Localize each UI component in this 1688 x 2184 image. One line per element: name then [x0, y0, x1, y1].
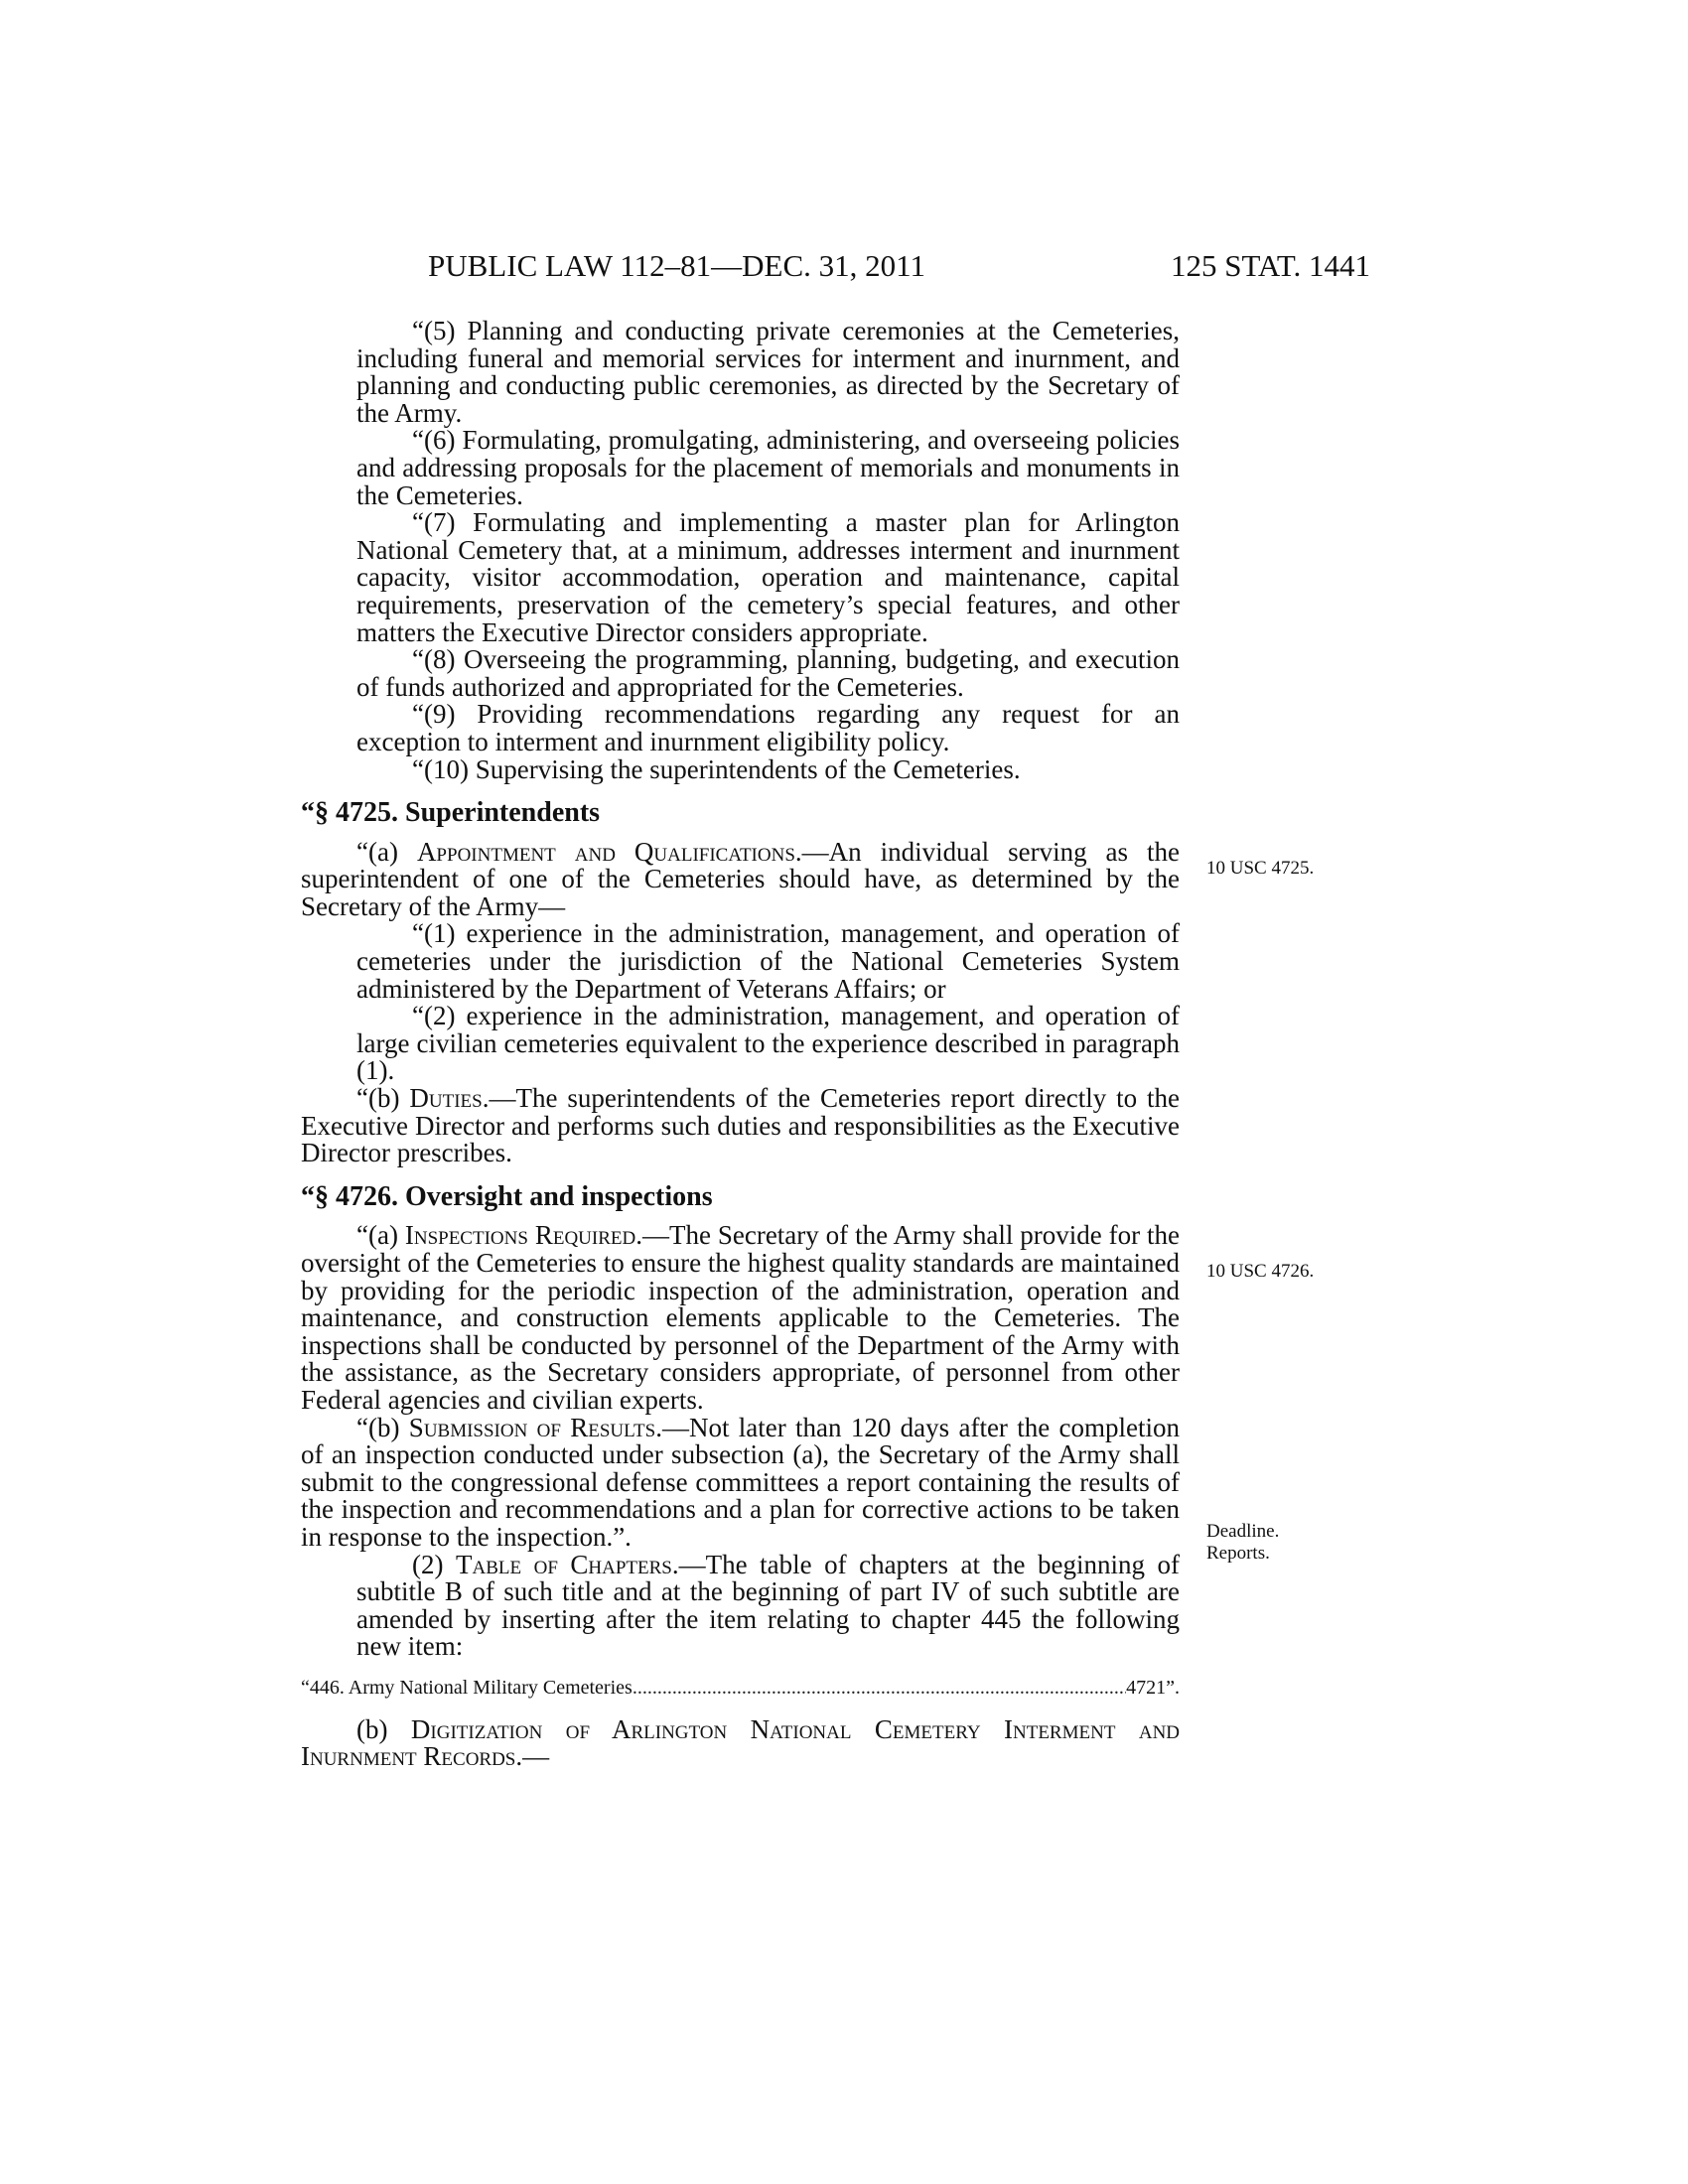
- margin-note-deadline: Deadline.: [1206, 1521, 1280, 1542]
- paragraph-5: “(5) Planning and conducting private ceremonies at the Cemeteries, including funeral and memorial services for interment and inurnment, and planning and conducting public ceremonies, as directed by the Secretary of the Army.: [356, 316, 1180, 428]
- toc-leader-dots: [633, 1675, 1126, 1703]
- document-body: [301, 318, 1180, 1771]
- subsection-b-digitization: (b) Digitization of Arlington National Cemetery Interment and Inurnment Records.—: [301, 1713, 1181, 1772]
- section-4726-subsection-a: “(a) Inspections Required.—The Secretary of the Army shall provide for the oversight of the Cemeteries to ensure the highest quality standards are maintained by providing for the periodic inspection of the administration, operation and maintenance, and construction elements applicable to the Cemeteries. The inspections shall be conducted by personnel of the Department of the Army with the assistance, as the Secretary considers appropriate, of personnel from other Federal agencies and civilian experts.: [301, 1220, 1180, 1415]
- toc-item-page: 4721”.: [1126, 1676, 1180, 1699]
- margin-note-reports: Reports.: [1206, 1543, 1270, 1564]
- running-title: PUBLIC LAW 112–81—DEC. 31, 2011: [428, 248, 925, 283]
- table-of-chapters-item: [301, 1675, 1180, 1703]
- margin-note-usc-4726: 10 USC 4726.: [1206, 1261, 1315, 1282]
- margin-note-usc-4725: 10 USC 4725.: [1206, 858, 1315, 879]
- toc-item-label: “446. Army National Military Cemeteries: [301, 1676, 633, 1699]
- section-4725-subsection-a: “(a) Appointment and Qualifications.—An individual serving as the superintendent of one of the Cemeteries should have, as determined by the Secretary of the Army—: [301, 836, 1181, 921]
- section-4725-paragraph-1: “(1) experience in the administration, management, and operation of cemeteries under the jurisdiction of the National Cemeteries System administered by the Department of Veterans Affairs; or: [356, 918, 1180, 1004]
- section-4726-heading: “§ 4726. Oversight and inspections: [301, 1180, 713, 1212]
- paragraph-9: “(9) Providing recommendations regarding any request for an exception to interment and inurnment eligibility policy.: [356, 699, 1180, 756]
- paragraph-6: “(6) Formulating, promulgating, administering, and overseeing policies and addressing proposals for the placement of memorials and monuments in the Cemeteries.: [356, 425, 1180, 510]
- section-4726-subsection-b: “(b) Submission of Results.—Not later than 120 days after the completion of an inspection conducted under subsection (a), the Secretary of the Army shall submit to the congressional defense committees a report containing the results of the inspection and recommendations and a plan for corrective actions to be taken in response to the inspection.”.: [301, 1412, 1181, 1552]
- section-4725-heading: “§ 4725. Superintendents: [301, 797, 601, 829]
- page-header: [298, 248, 1370, 288]
- table-of-chapters-amendment: (2) Table of Chapters.—The table of chapters at the beginning of subtitle B of such title and at the beginning of part IV of such subtitle are amended by inserting after the item relating to chapter 445 the following new item:: [356, 1549, 1181, 1662]
- paragraph-10: “(10) Supervising the superintendents of the Cemeteries.: [412, 753, 1021, 784]
- section-4725-subsection-b: “(b) Duties.—The superintendents of the Cemeteries report directly to the Executive Director and performs such duties and responsibilities as the Executive Director prescribes.: [301, 1083, 1181, 1168]
- section-4725-paragraph-2: “(2) experience in the administration, management, and operation of large civilian cemeteries equivalent to the experience described in paragraph (1).: [356, 1001, 1180, 1086]
- paragraph-7: “(7) Formulating and implementing a master plan for Arlington National Cemetery that, at a minimum, addresses interment and inurnment capacity, visitor accommodation, operation and maintenance, capital requirements, preservation of the cemetery’s special features, and other matters the Executive Director considers appropriate.: [356, 507, 1180, 647]
- paragraph-8: “(8) Overseeing the programming, planning, budgeting, and execution of funds authorized and appropriated for the Cemeteries.: [356, 644, 1180, 702]
- statute-page-number: 125 STAT. 1441: [1170, 248, 1370, 283]
